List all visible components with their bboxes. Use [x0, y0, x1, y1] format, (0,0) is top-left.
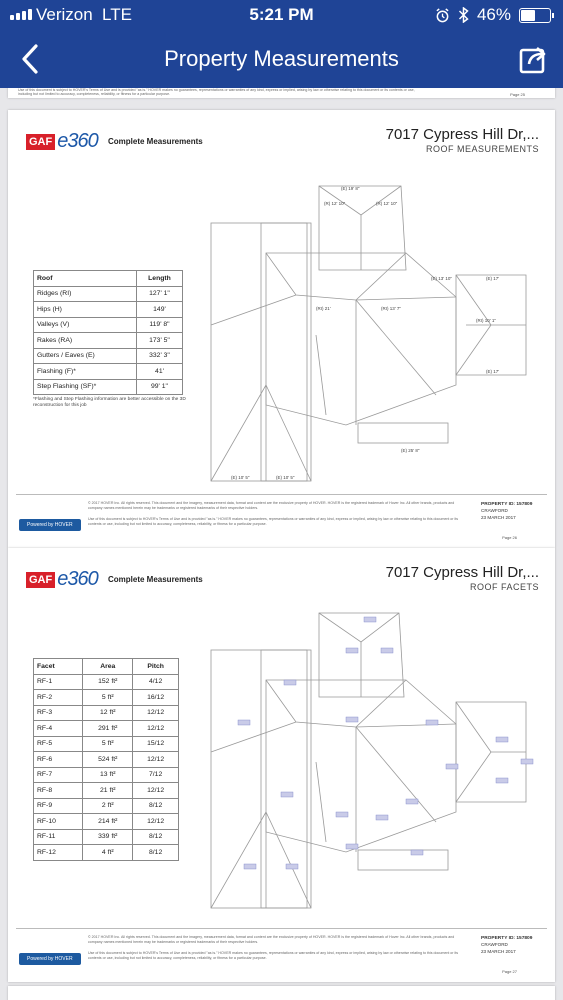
row-label: Gutters / Eaves (E) [34, 348, 137, 364]
property-id: PROPERTY ID: 157809 [481, 936, 533, 941]
page-number: Page 26 [502, 535, 517, 540]
facet-name: RF-4 [34, 721, 83, 737]
previous-page-legal: Use of this document is subject to HOVER's Terms of Use and is provided "as is." HOVER makes no guarantees, representations or warranties of any kind, express or implied, arising by law or otherwise relating to this document or its contents or use, including but not limited to accuracy, completeness, reliability, or fitness for a particular purpose. [18, 88, 415, 96]
diagram-label: (R) 12' 10" [324, 201, 346, 206]
facet-name: RF-7 [34, 767, 83, 783]
page-number: Page 27 [502, 969, 517, 974]
property-info [481, 501, 541, 521]
table-row [34, 286, 183, 302]
property-info [481, 935, 541, 955]
row-label: Hips (H) [34, 302, 137, 318]
owner-name: CRAWFORD [481, 508, 508, 514]
table-row [34, 302, 183, 318]
clock: 5:21 PM [249, 5, 314, 24]
diagram-label: (E) 10' 5" [276, 475, 295, 480]
row-value: 127' 1" [136, 286, 182, 302]
header-pitch: Pitch [133, 659, 179, 675]
table-row [34, 333, 183, 349]
facet-area: 21 ft² [83, 783, 133, 799]
e360-logo: e360 [57, 130, 98, 152]
table-row [34, 752, 179, 768]
roof-length-table [33, 270, 183, 395]
header-length: Length [136, 271, 182, 287]
facet-area: 5 ft² [83, 690, 133, 706]
facet-pitch: 12/12 [133, 721, 179, 737]
facet-pitch: 12/12 [133, 752, 179, 768]
battery-percent: 46% [476, 5, 511, 24]
facet-area: 12 ft² [83, 705, 133, 721]
table-row [34, 783, 179, 799]
flashing-note: *Flashing and Step Flashing information are better accessible on the 3D reconstruction for this job [33, 397, 186, 409]
diagram-label: (E) 10' 5" [231, 475, 250, 480]
diagram-label: (R) 12' 10" [376, 201, 398, 206]
facet-pitch: 8/12 [133, 829, 179, 845]
legal-notice: © 2017 HOVER Inc. All rights reserved. This document and the imagery, measurement data, format and content are the exclusive property of HOVER. HOVER is the registered trademark of Hover Inc. All other brands, products and company names mentioned herein may be trademarks or registered trademarks of their respective holders. [88, 935, 455, 945]
row-value: 41' [136, 364, 182, 380]
facet-name: RF-5 [34, 736, 83, 752]
page-footer [16, 928, 547, 974]
gaf-e360-logo [26, 568, 98, 591]
sheet-subtitle: ROOF FACETS [469, 582, 539, 592]
facet-area: 291 ft² [83, 721, 133, 737]
facet-pitch: 8/12 [133, 798, 179, 814]
facet-name: RF-11 [34, 829, 83, 845]
row-label: Rakes (RA) [34, 333, 137, 349]
facet-area: 2 ft² [83, 798, 133, 814]
roof-measurement-diagram [206, 185, 541, 485]
header-facet: Facet [34, 659, 83, 675]
facet-name: RF-3 [34, 705, 83, 721]
header-area: Area [83, 659, 133, 675]
property-id: PROPERTY ID: 157809 [481, 502, 533, 507]
facet-name: RF-6 [34, 752, 83, 768]
roof-measurements-page [8, 110, 555, 548]
bluetooth-icon [458, 7, 469, 23]
facet-name: RF-10 [34, 814, 83, 830]
facet-name: RF-9 [34, 798, 83, 814]
roof-facets-diagram [206, 612, 541, 912]
table-row [34, 364, 183, 380]
roof-facets-table [33, 658, 179, 861]
sheet-name: Complete Measurements [108, 137, 203, 146]
table-row [34, 674, 179, 690]
gaf-e360-logo [26, 130, 98, 153]
facet-name: RF-2 [34, 690, 83, 706]
diagram-label: (E) 17' [486, 369, 500, 374]
row-value: 149' [136, 302, 182, 318]
table-row [34, 705, 179, 721]
network-type: LTE [102, 5, 132, 24]
facet-pitch: 12/12 [133, 814, 179, 830]
facet-pitch: 7/12 [133, 767, 179, 783]
report-date: 23 MARCH 2017 [481, 948, 516, 954]
diagram-label: (E) 13' 10" [431, 276, 452, 281]
facet-area: 214 ft² [83, 814, 133, 830]
facet-pitch: 12/12 [133, 705, 179, 721]
facet-name: RF-1 [34, 674, 83, 690]
battery-icon [519, 8, 551, 23]
status-right [435, 5, 551, 25]
property-address: 7017 Cypress Hill Dr,... [385, 564, 539, 581]
table-row [34, 736, 179, 752]
previous-page [8, 88, 555, 98]
table-row [34, 690, 179, 706]
powered-by-hover-badge: Powered by HOVER [19, 519, 81, 531]
gaf-logo: GAF [26, 134, 55, 150]
previous-page-number: Page 25 [510, 92, 525, 97]
alarm-icon [435, 8, 450, 23]
facet-area: 13 ft² [83, 767, 133, 783]
facet-area: 5 ft² [83, 736, 133, 752]
document-scroll-view[interactable] [0, 88, 563, 1000]
facet-pitch: 16/12 [133, 690, 179, 706]
carrier-name: Verizon [36, 5, 93, 24]
diagram-label: (RI) 10' 1" [476, 318, 496, 323]
gaf-logo: GAF [26, 572, 55, 588]
share-icon[interactable] [517, 42, 549, 76]
header-roof: Roof [34, 271, 137, 287]
diagram-label: (RI) 21' [316, 306, 331, 311]
facet-name: RF-12 [34, 845, 83, 861]
page-title: Property Measurements [164, 46, 399, 71]
row-value: 173' 5" [136, 333, 182, 349]
row-label: Flashing (F)* [34, 364, 137, 380]
roof-facets-page [8, 548, 555, 982]
facet-area: 152 ft² [83, 674, 133, 690]
terms-notice: Use of this document is subject to HOVER's Terms of Use and is provided "as is." HOVER makes no guarantees, representations or warranties of any kind, express or implied, arising by law or otherwise relating to this document or its contents or use, including but not limited to accuracy, completeness, reliability, or fitness for a particular purpose. [88, 517, 459, 527]
facet-name: RF-8 [34, 783, 83, 799]
diagram-label: (E) 25' 8" [401, 448, 420, 453]
facet-area: 339 ft² [83, 829, 133, 845]
row-value: 119' 8" [136, 317, 182, 333]
diagram-label: (RI) 13' 7" [381, 306, 401, 311]
table-row [34, 798, 179, 814]
table-row [34, 845, 179, 861]
sheet-name: Complete Measurements [108, 575, 203, 584]
table-row [34, 379, 183, 395]
table-row [34, 829, 179, 845]
row-value: 332' 3" [136, 348, 182, 364]
diagram-label: (E) 17' [486, 276, 500, 281]
page-footer [16, 494, 547, 540]
sheet-subtitle: ROOF MEASUREMENTS [425, 144, 539, 154]
facet-pitch: 12/12 [133, 783, 179, 799]
next-page [8, 986, 555, 1000]
navigation-bar [0, 30, 563, 88]
table-row [34, 348, 183, 364]
table-row [34, 317, 183, 333]
report-date: 23 MARCH 2017 [481, 514, 516, 520]
facet-pitch: 15/12 [133, 736, 179, 752]
table-row [34, 814, 179, 830]
status-bar [0, 0, 563, 30]
facet-pitch: 4/12 [133, 674, 179, 690]
table-row [34, 721, 179, 737]
facet-area: 4 ft² [83, 845, 133, 861]
owner-name: CRAWFORD [481, 942, 508, 948]
row-value: 99' 1" [136, 379, 182, 395]
powered-by-hover-badge: Powered by HOVER [19, 953, 81, 965]
property-address: 7017 Cypress Hill Dr,... [385, 126, 539, 143]
legal-notice: © 2017 HOVER Inc. All rights reserved. This document and the imagery, measurement data, format and content are the exclusive property of HOVER. HOVER is the registered trademark of Hover Inc. All other brands, products and company names mentioned herein may be trademarks or registered trademarks of their respective holders. [88, 501, 455, 511]
facet-area: 524 ft² [83, 752, 133, 768]
row-label: Step Flashing (SF)* [34, 379, 137, 395]
row-label: Valleys (V) [34, 317, 137, 333]
table-row [34, 767, 179, 783]
terms-notice: Use of this document is subject to HOVER's Terms of Use and is provided "as is." HOVER makes no guarantees, representations or warranties of any kind, express or implied, arising by law or otherwise relating to this document or its contents or use, including but not limited to accuracy, completeness, reliability, or fitness for a particular purpose. [88, 951, 459, 961]
diagram-label: (E) 19' 8" [341, 186, 360, 191]
row-label: Ridges (RI) [34, 286, 137, 302]
facet-pitch: 8/12 [133, 845, 179, 861]
e360-logo: e360 [57, 568, 98, 590]
